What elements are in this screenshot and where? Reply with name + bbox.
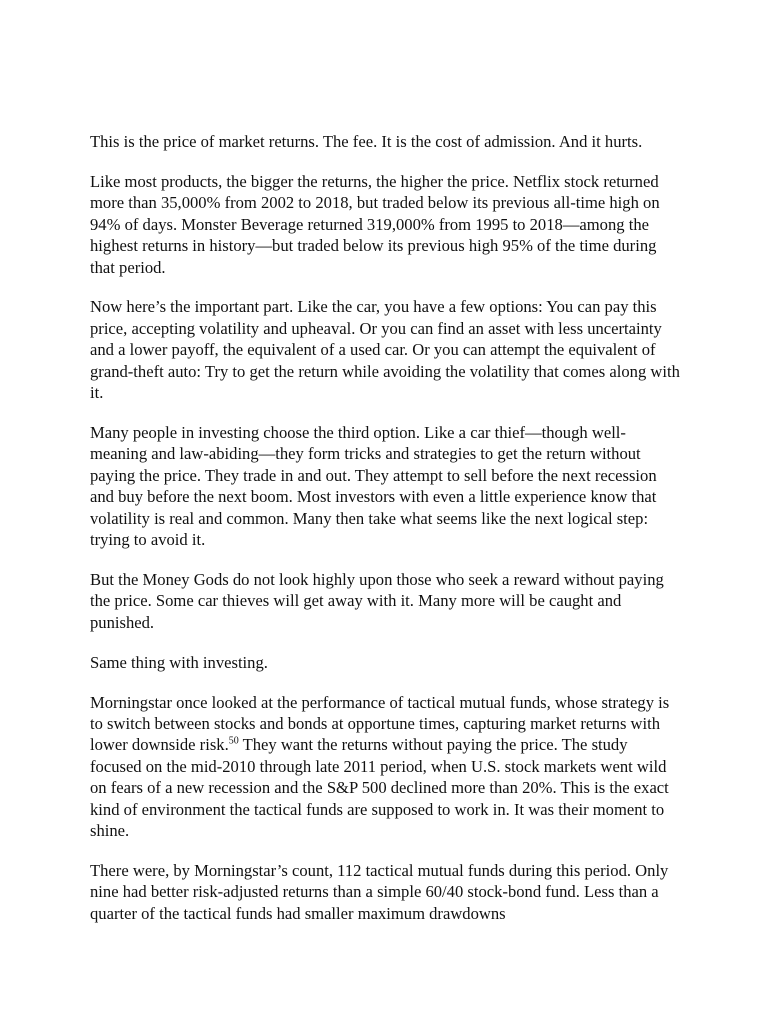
paragraph-price-of-returns: This is the price of market returns. The fee. It is the cost of admission. And it hurts. bbox=[90, 132, 643, 151]
paragraph-tactical-funds-count: There were, by Morningstar’s count, 112 tactical mutual funds during this period. Only nine had better risk-adjusted returns than a simple 60/40 stock-bond fund. Less than a quarter of the tactical funds had smaller maximum drawdowns bbox=[90, 860, 669, 923]
paragraph-morningstar bbox=[90, 692, 682, 842]
body-text bbox=[90, 131, 682, 931]
morningstar-text-before-note: Morningstar once looked at the performance of tactical mutual funds, whose strategy is to switch between stocks and bonds at opportune times, capturing market returns with lower downside risk. bbox=[90, 692, 670, 755]
paragraph-same-thing: Same thing with investing. bbox=[90, 652, 268, 672]
paragraph-money-gods: But the Money Gods do not look highly upon those who seek a reward without paying the price. Some car thieves will get away with it. Many more will be caught and punished. bbox=[90, 569, 664, 632]
paragraph-options: Now here’s the important part. Like the car, you have a few options: You can pay this price, accepting volatility and upheaval. Or you can find an asset with less uncertainty and a lower payoff, the equivalent of a used car. Or you can attempt the equivalent of grand-theft auto: Try to get the return while avoiding the volatility that comes along with it. bbox=[90, 297, 680, 403]
morningstar-text-after-note: They want the returns without paying the price. The study focused on the mid-2010 through late 2011 period, when U.S. stock markets went wild on fears of a new recession and the S&P 500 declined more than 20%. This is the exact kind of environment the tactical funds are supposed to work in. It was their moment to shine. bbox=[90, 735, 669, 840]
paragraph-bigger-returns: Like most products, the bigger the returns, the higher the price. Netflix stock returned more than 35,000% from 2002 to 2018, but traded below its previous all-time high on 94% of days. Monster Beverage returned 319,000% from 1995 to 2018—among the highest returns in history—but traded below its previous high 95% of the time during that period. bbox=[90, 171, 660, 277]
paragraph-third-option: Many people in investing choose the third option. Like a car thief—though well-meaning and law-abiding—they form tricks and strategies to get the return without paying the price. They trade in and out. They attempt to sell before the next recession and buy before the next boom. Most investors with even a little experience know that volatility is real and common. Many then take what seems like the next logical step: trying to avoid it. bbox=[90, 422, 657, 549]
footnote-marker: 50 bbox=[228, 735, 239, 747]
